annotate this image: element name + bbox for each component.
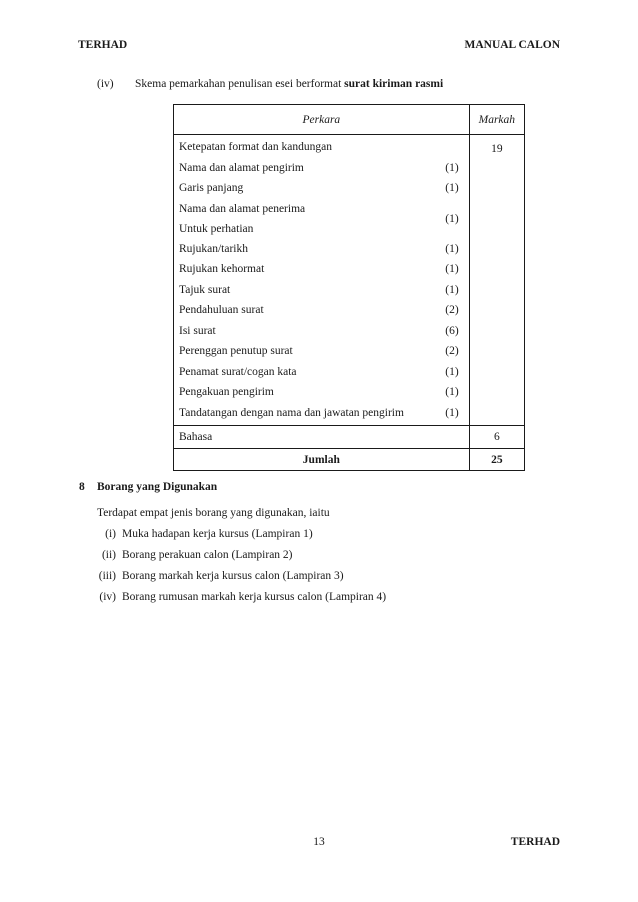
intro-text-bold: surat kiriman rasmi bbox=[344, 78, 444, 90]
criteria-score: (1) bbox=[445, 161, 459, 174]
list-item-number: (i) bbox=[105, 528, 116, 540]
criteria-label: Tandatangan dengan nama dan jawatan pengirim bbox=[179, 406, 404, 419]
intro-text-plain: Skema pemarkahan penulisan esei berformat bbox=[135, 78, 345, 90]
page-number: 13 bbox=[313, 836, 325, 848]
criteria-score: (1) bbox=[445, 406, 459, 419]
table-row bbox=[174, 199, 469, 239]
criteria-score: (1) bbox=[445, 283, 459, 296]
criteria-score: (1) bbox=[445, 242, 459, 255]
section-intro: Terdapat empat jenis borang yang digunakan, iaitu bbox=[97, 507, 330, 519]
criteria-label: Tajuk surat bbox=[179, 283, 231, 296]
criteria-label: Pengakuan pengirim bbox=[179, 386, 274, 399]
list-item-number: (iv) bbox=[99, 591, 116, 603]
criteria-score: (6) bbox=[445, 324, 459, 337]
criteria-label bbox=[174, 199, 418, 239]
header-perkara: Perkara bbox=[174, 105, 470, 135]
list-item-number: (ii) bbox=[101, 549, 116, 561]
total-row bbox=[174, 449, 525, 471]
criteria-score: (1) bbox=[445, 263, 459, 276]
criteria-score: (1) bbox=[445, 182, 459, 195]
total-label: Jumlah bbox=[174, 449, 470, 471]
criteria-score: (2) bbox=[445, 304, 459, 317]
criteria-label: Penamat surat/cogan kata bbox=[179, 365, 297, 378]
list-item: Borang rumusan markah kerja kursus calon (Lampiran 4) bbox=[122, 591, 387, 603]
format-content-cell bbox=[174, 135, 470, 426]
total-value: 25 bbox=[469, 449, 524, 471]
table-row bbox=[174, 382, 469, 403]
criteria-label: Rujukan kehormat bbox=[179, 263, 265, 276]
list-item-number: (iii) bbox=[98, 570, 116, 582]
table-row bbox=[174, 300, 469, 321]
section-number: 8 bbox=[79, 481, 85, 493]
header-right: MANUAL CALON bbox=[464, 39, 560, 51]
criteria-label: Pendahuluan surat bbox=[179, 304, 264, 317]
criteria-label: Garis panjang bbox=[179, 182, 244, 195]
criteria-label: Rujukan/tarikh bbox=[179, 242, 248, 255]
table-row bbox=[174, 239, 469, 260]
list-item: Borang markah kerja kursus calon (Lampiran 3) bbox=[122, 570, 344, 582]
criteria-group-title: Ketepatan format dan kandungan bbox=[179, 141, 332, 154]
criteria-label-line1: Nama dan alamat penerima bbox=[179, 202, 306, 215]
list-item: Borang perakuan calon (Lampiran 2) bbox=[122, 549, 293, 561]
criteria-label-line2: Untuk perhatian bbox=[179, 222, 254, 235]
bahasa-label: Bahasa bbox=[174, 426, 470, 449]
list-item: Muka hadapan kerja kursus (Lampiran 1) bbox=[122, 528, 313, 540]
criteria-score: (1) bbox=[445, 212, 459, 225]
header-left: TERHAD bbox=[78, 39, 128, 51]
criteria-group-title-row bbox=[174, 137, 469, 158]
bahasa-value: 6 bbox=[469, 426, 524, 449]
criteria-label: Perenggan penutup surat bbox=[179, 345, 293, 358]
bahasa-row bbox=[174, 426, 525, 449]
table-row bbox=[174, 362, 469, 383]
header-markah: Markah bbox=[469, 105, 524, 135]
table-row bbox=[174, 259, 469, 280]
format-content-row bbox=[174, 135, 525, 426]
intro-text bbox=[135, 78, 443, 90]
table-row bbox=[174, 178, 469, 199]
criteria-label: Isi surat bbox=[179, 324, 216, 337]
table-row bbox=[174, 341, 469, 362]
criteria-score: (1) bbox=[445, 386, 459, 399]
footer-right: TERHAD bbox=[510, 836, 560, 848]
marking-scheme-table bbox=[173, 104, 525, 471]
intro-number: (iv) bbox=[97, 78, 114, 90]
criteria-label: Nama dan alamat pengirim bbox=[179, 161, 304, 174]
criteria-score: (2) bbox=[445, 345, 459, 358]
table-row bbox=[174, 321, 469, 342]
table-row bbox=[174, 158, 469, 179]
criteria-list bbox=[174, 137, 469, 423]
table-row bbox=[174, 280, 469, 301]
section-title: Borang yang Digunakan bbox=[97, 481, 218, 493]
criteria-score: (1) bbox=[445, 365, 459, 378]
table-row bbox=[174, 403, 469, 424]
group-total: 19 bbox=[469, 135, 524, 426]
table-header-row bbox=[174, 105, 525, 135]
